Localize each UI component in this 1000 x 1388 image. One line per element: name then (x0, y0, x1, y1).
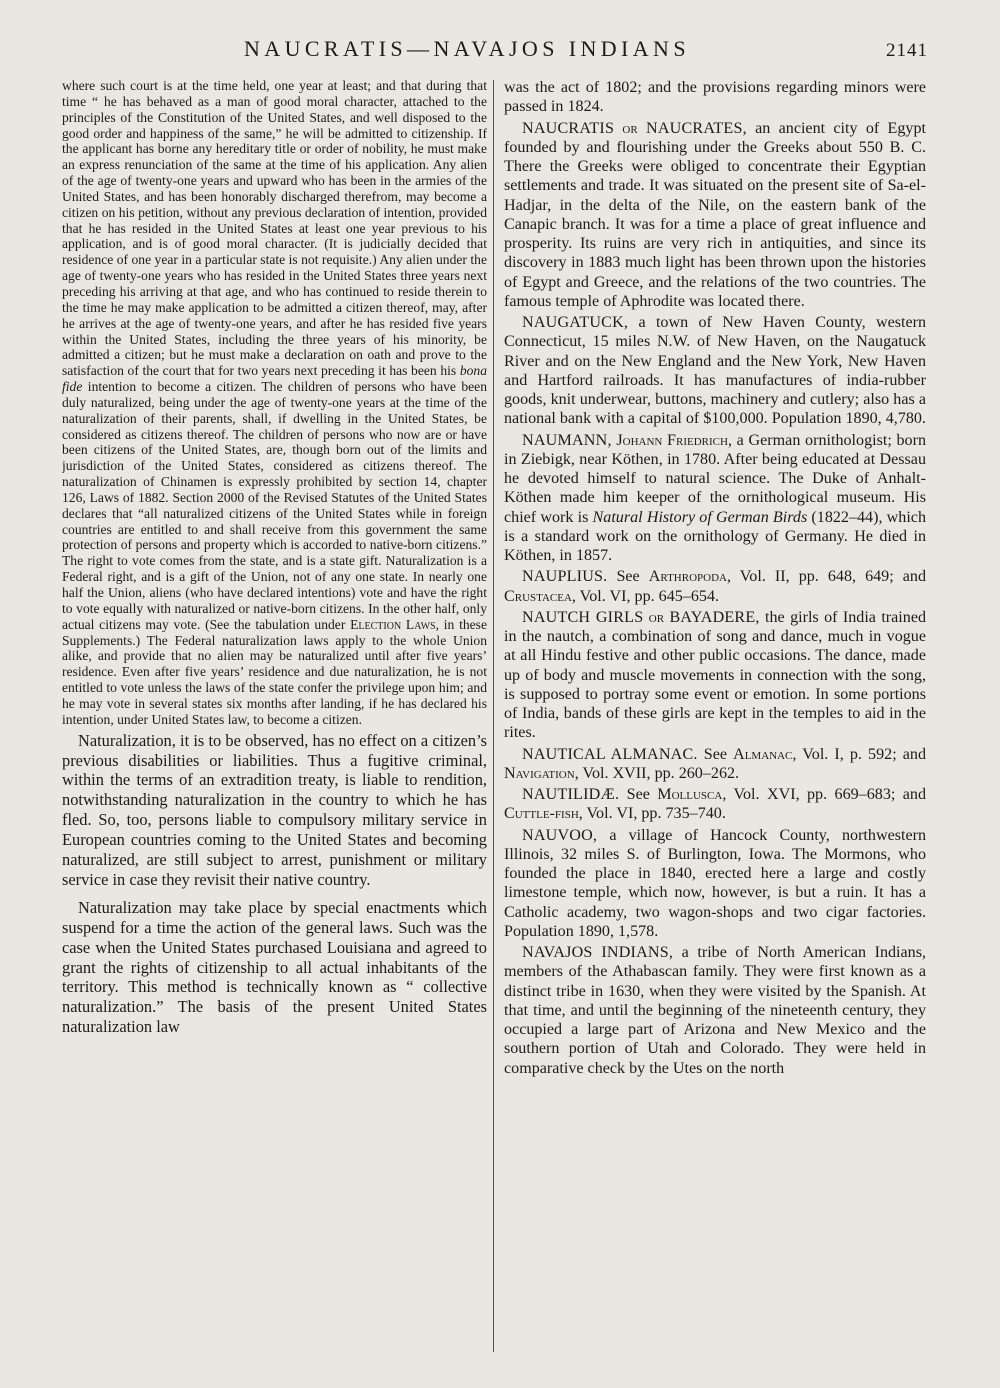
cross-reference: Navigation, (504, 764, 579, 782)
entry-body: a village of Hancock County, northwestern Illinois, 32 miles S. of Burlington, Iowa. The Mormons, who founded the place in 1840, erected here a large and costly limestone temple, which now, however, is but a ruin. It has a Catholic academy, two wagon-shops and two cigar factories. Population 1890, 1,578. (504, 826, 926, 940)
entry-body: See (619, 786, 658, 803)
entry-navajos-indians (504, 943, 926, 1078)
naturalization-paragraph-2: Naturalization, it is to be observed, has no effect on a citizen’s previous disabilities or liabilities. Thus a fugitive criminal, within the terms of an extradition treaty, is liable to rendition, notwithstanding naturalization in the country to which he has fled. So, too, persons liable to compulsory military service in European countries coming to the United States and becoming naturalized, are still subject to arrest, punishment or military service in case they revisit their native country. (62, 730, 487, 889)
entry-body: Vol. VI, pp. 735–740. (582, 805, 726, 823)
entry-headword: NAUTILIDÆ. (522, 786, 620, 803)
column-divider (493, 80, 494, 1352)
cross-reference: Almanac, (733, 745, 797, 763)
page-header (0, 36, 1000, 70)
entry-nauplius (504, 567, 926, 606)
text-run: where such court is at the time held, one year at least; and that during that time “ he has behaved as a man of good moral character, attached to the principles of the Constitution of the United States, and well disposed to the good order and happiness of the same,” he will be admitted to citizenship. If the applicant has borne any hereditary title or order of nobility, he must make an express renunciation of the same at the time of his application. Any alien of the age of twenty-one years and upward who has been in the armies of the United States, and has been honorably discharged therefrom, may become a citizen on his petition, without any previous declaration of intention, provided that he has resided in the United States at least one year previous to his application, and is of good moral character. (It is judicially decided that residence of one year in a particular state is not requisite.) Any alien under the age of twenty-one years who has resided in the United States three years next preceding his arriving at that age, and who has continued to reside therein to the time he may make application to be admitted a citizen thereof, may, after he arrives at the age of twenty-one years, and after he has resided five years within the United States, including the three years of his minority, be admitted a citizen; but he must make a declaration on oath and prove to the satisfaction of the court that for two years next preceding it has been his (62, 78, 487, 379)
entry-body: Vol. VI, pp. 645–654. (575, 587, 720, 605)
entry-body: an ancient city of Egypt founded by and flourishing under the Greeks about 550 B. C. There the Greeks were obliged to concentrate their Egyptian settlements and trade. It was situated on the present site of Sa-el-Hadjar, in the delta of the Nile, on the eastern bank of the Canapic branch. It was for a time a place of great influence and prosperity. Its ruins are very rich in antiquities, and since its discovery in 1883 much light has been thrown upon the histories of Egypt and Greece, and the relations of the two countries. The famous temple of Aphrodite was located there. (504, 119, 926, 310)
cross-reference: Election Laws, (350, 616, 440, 632)
text-run: in these Supplements.) The Federal naturalization laws apply to the whole Union alike, and provide that no alien may be naturalized until after five years’ residence. Even after five years’ residence and due naturalization, he is not entitled to vote unless the laws of the state confer the privilege upon him; and he may vote in several states six months after landing, if he has declared his intention, under United States law, to become a citizen. (62, 616, 487, 727)
naturalization-paragraph-3: Naturalization may take place by special enactments which suspend for a time the action of the general laws. Such was the case when the United States purchased Louisiana and agreed to grant the rights of citizenship to all actual inhabitants of the territory. This method is technically known as “ collective naturalization.” The basis of the present United States naturalization law (62, 897, 487, 1037)
text-run: intention to become a citizen. The children of persons who have been duly naturalized, being under the age of twenty-one years at the time of the naturalization of their parents, shall, if dwelling in the United States, be considered as citizens thereof. The children of persons who now are or have been citizens of the United States, are, though born out of the limits and jurisdiction of the United States, considered as citizens thereof. The naturalization of Chinamen is expressly prohibited by section 14, chapter 126, Laws of 1882. Section 2000 of the Revised Statutes of the United States declares that “all naturalized citizens of the United States while in foreign countries are entitled to and shall receive from this government the same protection of persons and property which is accorded to native-born citizens.” The right to vote comes from the state, and is a state gift. Naturalization is a Federal right, and is a gift of the Union, not of any one state. In nearly one half the Union, aliens (who have declared intentions) vote and have the right to vote equally with naturalized or native-born citizens. In the other half, only actual citizens may vote. (See the tabulation under (62, 379, 487, 632)
entry-headword: NAUTICAL ALMANAC. (522, 745, 698, 763)
right-column (504, 78, 926, 1356)
entry-nauvoo (504, 826, 926, 942)
running-head: NAUCRATIS—NAVAJOS INDIANS (244, 36, 690, 61)
entry-naucratis (504, 119, 926, 312)
entry-naugatuck (504, 313, 926, 429)
entry-given-name: Johann Friedrich, (611, 431, 732, 449)
entry-headword: NAUCRATES, (646, 119, 747, 137)
entry-body: the girls of India trained in the nautch, a combination of song and dance, much in vogue at all Hindu festive and other public occasions. The dance, made up of body and muscle movements in connection with the song, is supposed to portray some event or emotion. In some portions of India, bands of these girls are kept in the temples to aid in the rites. (504, 608, 926, 742)
entry-body: Vol. II, pp. 648, 649; and (730, 568, 926, 586)
entry-headword: NAUVOO, (522, 826, 598, 844)
naturalization-continuation-paragraph (62, 78, 487, 728)
entry-body: a town of New Haven County, western Connecticut, 15 miles N.W. of New Haven, on the Naugatuck River and on the New England and the New York, New Haven and Hartford railroads. It has manufactures of india-rubber goods, knit underwear, buttons, machinery and cutlery; also has a national bank with a capital of $100,000. Population 1890, 4,780. (504, 314, 926, 428)
entry-body: a tribe of North American Indians, members of the Athabascan family. They were first known as a distinct tribe in 1630, when they were visited by the Spanish. At that time, and until the beginning of the nineteenth century, they occupied a large part of Arizona and New Mexico and the southern portion of Utah and Colorado. They were held in comparative check by the Utes on the north (504, 944, 926, 1077)
entry-body: a German ornithologist; born in Ziebigk, near Köthen, in 1780. After being educated at Dessau he devoted himself to natural science. The Duke of Anhalt-Köthen made him keeper of the ornithological museum. His chief work is (504, 431, 926, 526)
entry-naumann (504, 431, 926, 566)
entry-body: See (697, 745, 734, 763)
entry-body: Vol. I, p. 592; and (796, 745, 926, 763)
entry-nautical-almanac (504, 745, 926, 784)
entry-headword: NAUTCH GIRLS (522, 608, 644, 626)
italic-term: bona fide (62, 363, 487, 395)
entry-body: Vol. XVII, pp. 260–262. (578, 764, 740, 782)
entry-body: (1822–44), which is a standard work on the ornithology of Germany. He died in Köthen, in 1857. (504, 508, 926, 564)
entry-body: See (607, 568, 649, 586)
entry-connector: or (614, 119, 647, 137)
entry-headword: NAUMANN, (522, 431, 612, 449)
work-title: Natural History of German Birds (592, 508, 808, 526)
entry-headword: BAYADERE, (669, 608, 760, 626)
cross-reference: Cuttle-fish, (504, 805, 583, 823)
cross-reference: Arthropoda, (648, 568, 731, 586)
entry-headword: NAVAJOS INDIANS, (522, 944, 674, 961)
entry-headword: NAUGATUCK, (522, 314, 629, 331)
cross-reference: Mollusca, (657, 786, 727, 803)
naturalization-carryover: was the act of 1802; and the provisions regarding minors were passed in 1824. (504, 79, 926, 116)
entry-nautch-girls (504, 608, 926, 743)
page-number: 2141 (886, 40, 928, 61)
entry-connector: or (643, 608, 670, 626)
entry-nautilidae (504, 785, 926, 824)
entry-body: Vol. XVI, pp. 669–683; and (726, 786, 926, 803)
left-column (62, 78, 487, 1358)
cross-reference: Crustacea, (504, 587, 576, 605)
entry-headword: NAUPLIUS. (522, 568, 608, 586)
entry-headword: NAUCRATIS (522, 119, 615, 137)
